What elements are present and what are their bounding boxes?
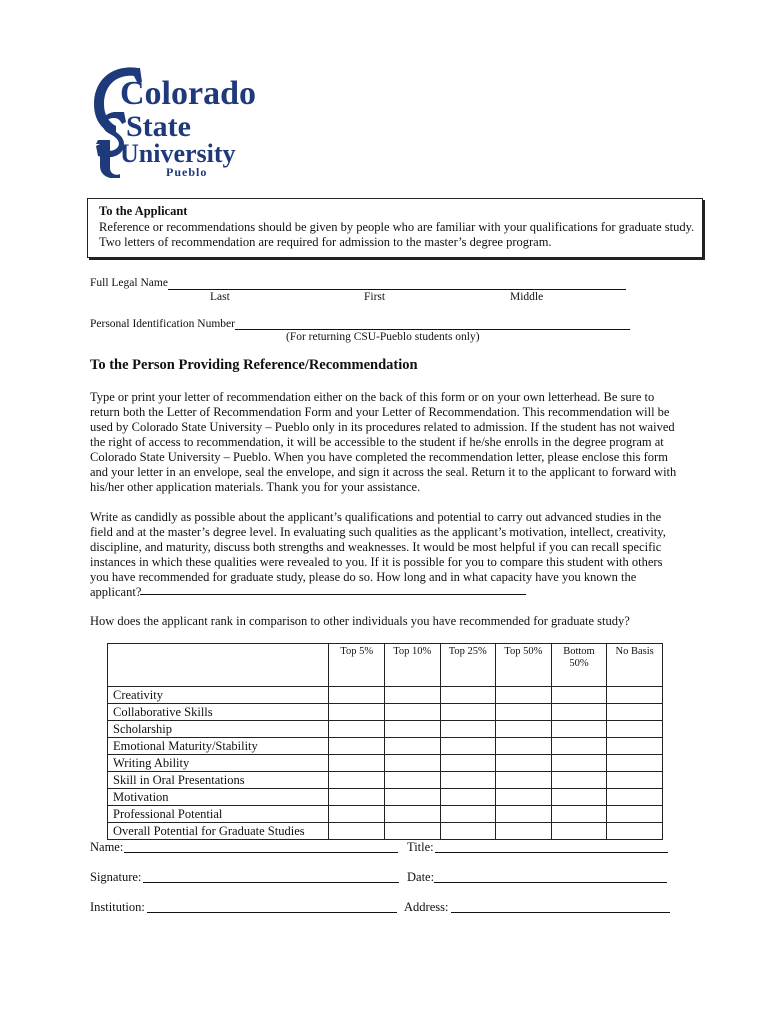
column-top-10: Top 10% <box>384 644 440 687</box>
rating-cell[interactable] <box>329 704 385 721</box>
rating-cell[interactable] <box>496 738 552 755</box>
address-label: Address: <box>404 900 449 914</box>
table-header-row <box>108 644 663 687</box>
applicant-notice-title: To the Applicant <box>99 204 188 218</box>
instructions-paragraph: Type or print your letter of recommendation either on the back of this form or on your own letterhead. Be sure to return both the Letter of Recommendation Form and your Letter of Recommendation. This recommendation will be used by Colorado State University – Pueblo only in its procedures related to admission. If the student has not waived the right of access to recommendation, it will be accessible to the student if he/she enrolls in the degree program at Colorado State University – Pueblo. When you have completed the recommendation letter, please enclose this form and your letter in an envelope, seal the envelope, and sign it across the seal. Return it to the applicant to forward with his/her other application materials. Thank you for your assistance. <box>90 390 677 494</box>
rating-cell[interactable] <box>384 721 440 738</box>
row-label-collaborative-skills: Collaborative Skills <box>108 704 329 721</box>
title-label: Title: <box>407 840 434 854</box>
rating-cell[interactable] <box>384 738 440 755</box>
rating-cell[interactable] <box>384 755 440 772</box>
rating-cell[interactable] <box>607 721 663 738</box>
rating-cell[interactable] <box>496 806 552 823</box>
rating-cell[interactable] <box>496 772 552 789</box>
logo-line1: Colorado <box>120 75 256 112</box>
table-header-blank <box>108 644 329 687</box>
row-label-professional-potential: Professional Potential <box>108 806 329 823</box>
signature-field[interactable] <box>143 882 399 883</box>
rating-cell[interactable] <box>384 704 440 721</box>
rating-cell[interactable] <box>551 721 607 738</box>
rating-cell[interactable] <box>329 806 385 823</box>
row-label-oral-presentations: Skill in Oral Presentations <box>108 772 329 789</box>
row-label-overall-potential: Overall Potential for Graduate Studies <box>108 823 329 840</box>
address-field[interactable] <box>451 912 670 913</box>
rating-cell[interactable] <box>607 823 663 840</box>
rating-cell[interactable] <box>384 772 440 789</box>
rating-cell[interactable] <box>551 687 607 704</box>
rating-cell[interactable] <box>329 789 385 806</box>
rating-cell[interactable] <box>440 704 496 721</box>
column-top-50: Top 50% <box>496 644 552 687</box>
rating-cell[interactable] <box>440 755 496 772</box>
rating-cell[interactable] <box>496 789 552 806</box>
table-row <box>108 738 663 755</box>
table-row <box>108 687 663 704</box>
pin-label: Personal Identification Number <box>90 318 235 330</box>
row-label-creativity: Creativity <box>108 687 329 704</box>
rating-cell[interactable] <box>496 721 552 738</box>
title-field[interactable] <box>435 852 668 853</box>
rating-cell[interactable] <box>329 687 385 704</box>
logo-line2: State <box>126 110 191 143</box>
rating-cell[interactable] <box>607 687 663 704</box>
rating-cell[interactable] <box>551 738 607 755</box>
date-label: Date: <box>407 870 435 884</box>
column-bottom-50 <box>551 644 607 687</box>
institution-label: Institution: <box>90 900 145 914</box>
name-field[interactable] <box>124 852 398 853</box>
table-row <box>108 755 663 772</box>
rating-cell[interactable] <box>384 806 440 823</box>
rating-cell[interactable] <box>384 823 440 840</box>
known-applicant-field[interactable] <box>140 594 526 595</box>
rating-cell[interactable] <box>607 789 663 806</box>
column-no-basis: No Basis <box>607 644 663 687</box>
rating-cell[interactable] <box>551 772 607 789</box>
rating-cell[interactable] <box>607 772 663 789</box>
rating-cell[interactable] <box>496 755 552 772</box>
rating-cell[interactable] <box>607 704 663 721</box>
rating-cell[interactable] <box>551 755 607 772</box>
date-field[interactable] <box>434 882 667 883</box>
applicant-notice-text: Reference or recommendations should be given by people who are familiar with your qualifications for graduate study. Two letters of recommendation are required for admission to the master’s degree program. <box>99 220 695 249</box>
rating-cell[interactable] <box>496 823 552 840</box>
rating-cell[interactable] <box>384 789 440 806</box>
full-name-label: Full Legal Name <box>90 277 168 289</box>
signature-label: Signature: <box>90 870 142 884</box>
rating-cell[interactable] <box>551 789 607 806</box>
name-part-last: Last <box>210 291 230 303</box>
name-part-middle: Middle <box>510 291 544 303</box>
rating-cell[interactable] <box>440 789 496 806</box>
name-part-first: First <box>364 291 386 303</box>
ranking-question: How does the applicant rank in comparison to other individuals you have recommended for graduate study? <box>90 614 630 628</box>
table-row <box>108 789 663 806</box>
column-bottom-50-label: Bottom 50% <box>563 646 595 669</box>
rating-cell[interactable] <box>329 823 385 840</box>
logo-line4: Pueblo <box>166 165 208 178</box>
ranking-table <box>107 643 663 840</box>
rating-cell[interactable] <box>440 687 496 704</box>
table-row <box>108 704 663 721</box>
rating-cell[interactable] <box>607 806 663 823</box>
rating-cell[interactable] <box>440 823 496 840</box>
evaluation-paragraph: Write as candidly as possible about the applicant’s qualifications and potential to carry out advanced studies in the field and at the master’s degree level. In evaluating such qualities as the applicant’s motivation, intellect, creativity, discipline, and maturity, discuss both strengths and weaknesses. It would be most helpful if you can recall specific instances in which these qualities were revealed to you. If it is possible for you to compare this student with others you have recommended for graduate study, please do so. How long and in what capacity have you known the applicant? <box>90 510 666 599</box>
rating-cell[interactable] <box>496 704 552 721</box>
pin-field[interactable] <box>235 329 630 330</box>
row-label-emotional-maturity: Emotional Maturity/Stability <box>108 738 329 755</box>
csu-pueblo-logo <box>90 60 280 178</box>
applicant-notice-box <box>87 198 703 258</box>
table-row <box>108 806 663 823</box>
column-top-25: Top 25% <box>440 644 496 687</box>
full-name-field[interactable] <box>168 289 626 290</box>
rating-cell[interactable] <box>329 738 385 755</box>
table-row <box>108 772 663 789</box>
rating-cell[interactable] <box>551 806 607 823</box>
row-label-writing-ability: Writing Ability <box>108 755 329 772</box>
row-label-motivation: Motivation <box>108 789 329 806</box>
rating-cell[interactable] <box>329 755 385 772</box>
logo-line3: University <box>120 139 236 168</box>
name-label: Name: <box>90 840 124 854</box>
rating-cell[interactable] <box>329 772 385 789</box>
rating-cell[interactable] <box>440 721 496 738</box>
recommender-heading: To the Person Providing Reference/Recommendation <box>90 357 418 373</box>
table-row <box>108 823 663 840</box>
column-top-5: Top 5% <box>329 644 385 687</box>
table-row <box>108 721 663 738</box>
rating-cell[interactable] <box>440 772 496 789</box>
institution-field[interactable] <box>147 912 397 913</box>
rating-cell[interactable] <box>384 687 440 704</box>
rating-cell[interactable] <box>607 738 663 755</box>
rating-cell[interactable] <box>607 755 663 772</box>
rating-cell[interactable] <box>440 806 496 823</box>
rating-cell[interactable] <box>329 721 385 738</box>
rating-cell[interactable] <box>496 687 552 704</box>
rating-cell[interactable] <box>551 704 607 721</box>
rating-cell[interactable] <box>440 738 496 755</box>
rating-cell[interactable] <box>551 823 607 840</box>
row-label-scholarship: Scholarship <box>108 721 329 738</box>
pin-note: (For returning CSU-Pueblo students only) <box>286 331 480 343</box>
